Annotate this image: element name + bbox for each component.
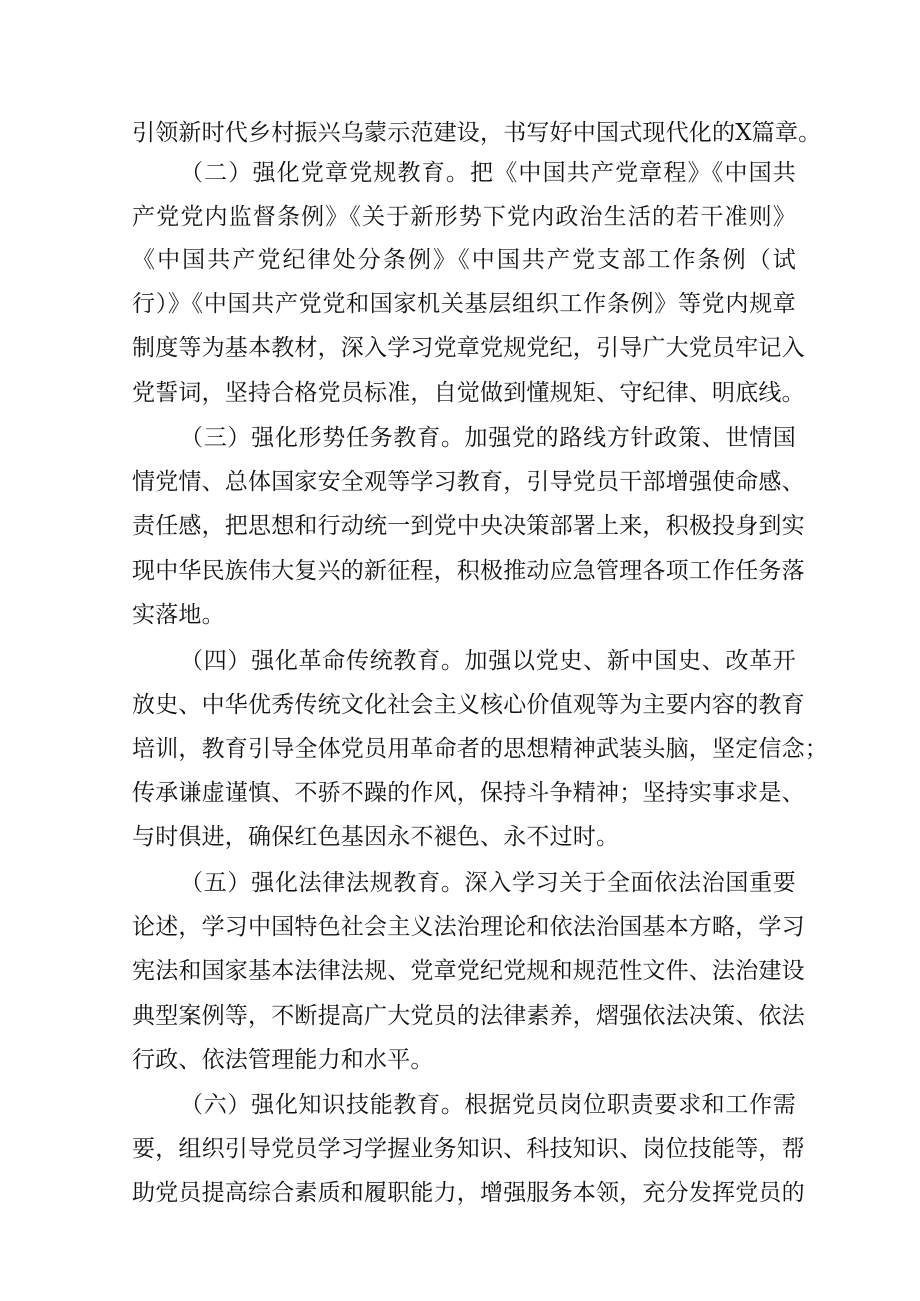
- text-line: 党誓词，坚持合格党员标准，自觉做到懂规矩、守纪律、明底线。: [132, 380, 805, 406]
- text-line: 与时俱进，确保红色基因永不褪色、永不过时。: [132, 824, 620, 850]
- text-line: 论述，学习中国特色社会主义法治理论和依法治国基本方略，学习: [132, 914, 805, 940]
- text-line: 培训，教育引导全体党员用革命者的思想精神武装头脑，坚定信念；: [132, 736, 828, 762]
- text-line: 宪法和国家基本法律法规、党章党纪党规和规范性文件、法治建设: [132, 958, 805, 984]
- text-line: 实落地。: [132, 602, 225, 628]
- text-line: 情党情、总体国家安全观等学习教育，引导党员干部增强使命感、: [132, 469, 805, 495]
- text-line: 传承谦虚谨慎、不骄不躁的作风，保持斗争精神；坚持实事求是、: [132, 780, 805, 806]
- paragraph-3-heading-line: （三）强化形势任务教育。加强党的路线方针政策、世情国: [180, 425, 796, 451]
- text-line: 行）》《中国共产党党和国家机关基层组织工作条例》等党内规章: [132, 291, 796, 317]
- text-line: 制度等为基本教材，深入学习党章党规党纪，引导广大党员牢记入: [132, 335, 805, 361]
- text-line: 典型案例等，不断提高广大党员的法律素养，熠强依法决策、依法: [132, 1003, 805, 1029]
- text-line: 行政、依法管理能力和水平。: [132, 1047, 434, 1073]
- text-line: 助党员提高综合素质和履职能力，增强服务本领，充分发挥党员的: [132, 1180, 805, 1206]
- paragraph-2-heading-line: （二）强化党章党规教育。把《中国共产党章程》《中国共: [180, 160, 796, 186]
- text-line: 引领新时代乡村振兴乌蒙示范建设，书写好中国式现代化的X篇章。: [132, 120, 822, 146]
- text-line: 产党党内监督条例》《关于新形势下党内政治生活的若干准则》: [132, 204, 796, 230]
- paragraph-4-heading-line: （四）强化革命传统教育。加强以党史、新中国史、改革开: [180, 648, 796, 674]
- text-line: 现中华民族伟大复兴的新征程，积极推动应急管理各项工作任务落: [132, 558, 805, 584]
- text-line: 《中国共产党纪律处分条例》《中国共产党支部工作条例（试: [132, 247, 796, 273]
- text-line: 放史、中华优秀传统文化社会主义核心价值观等为主要内容的教育: [132, 692, 805, 718]
- paragraph-5-heading-line: （五）强化法律法规教育。深入学习关于全面依法治国重要: [180, 870, 796, 896]
- paragraph-6-heading-line: （六）强化知识技能教育。根据党员岗位职责要求和工作需: [180, 1092, 796, 1118]
- text-line: 要，组织引导党员学习学握业务知识、科技知识、岗位技能等，帮: [132, 1136, 805, 1162]
- text-line: 责任感，把思想和行动统一到党中央决策部署上来，积极投身到实: [132, 513, 805, 539]
